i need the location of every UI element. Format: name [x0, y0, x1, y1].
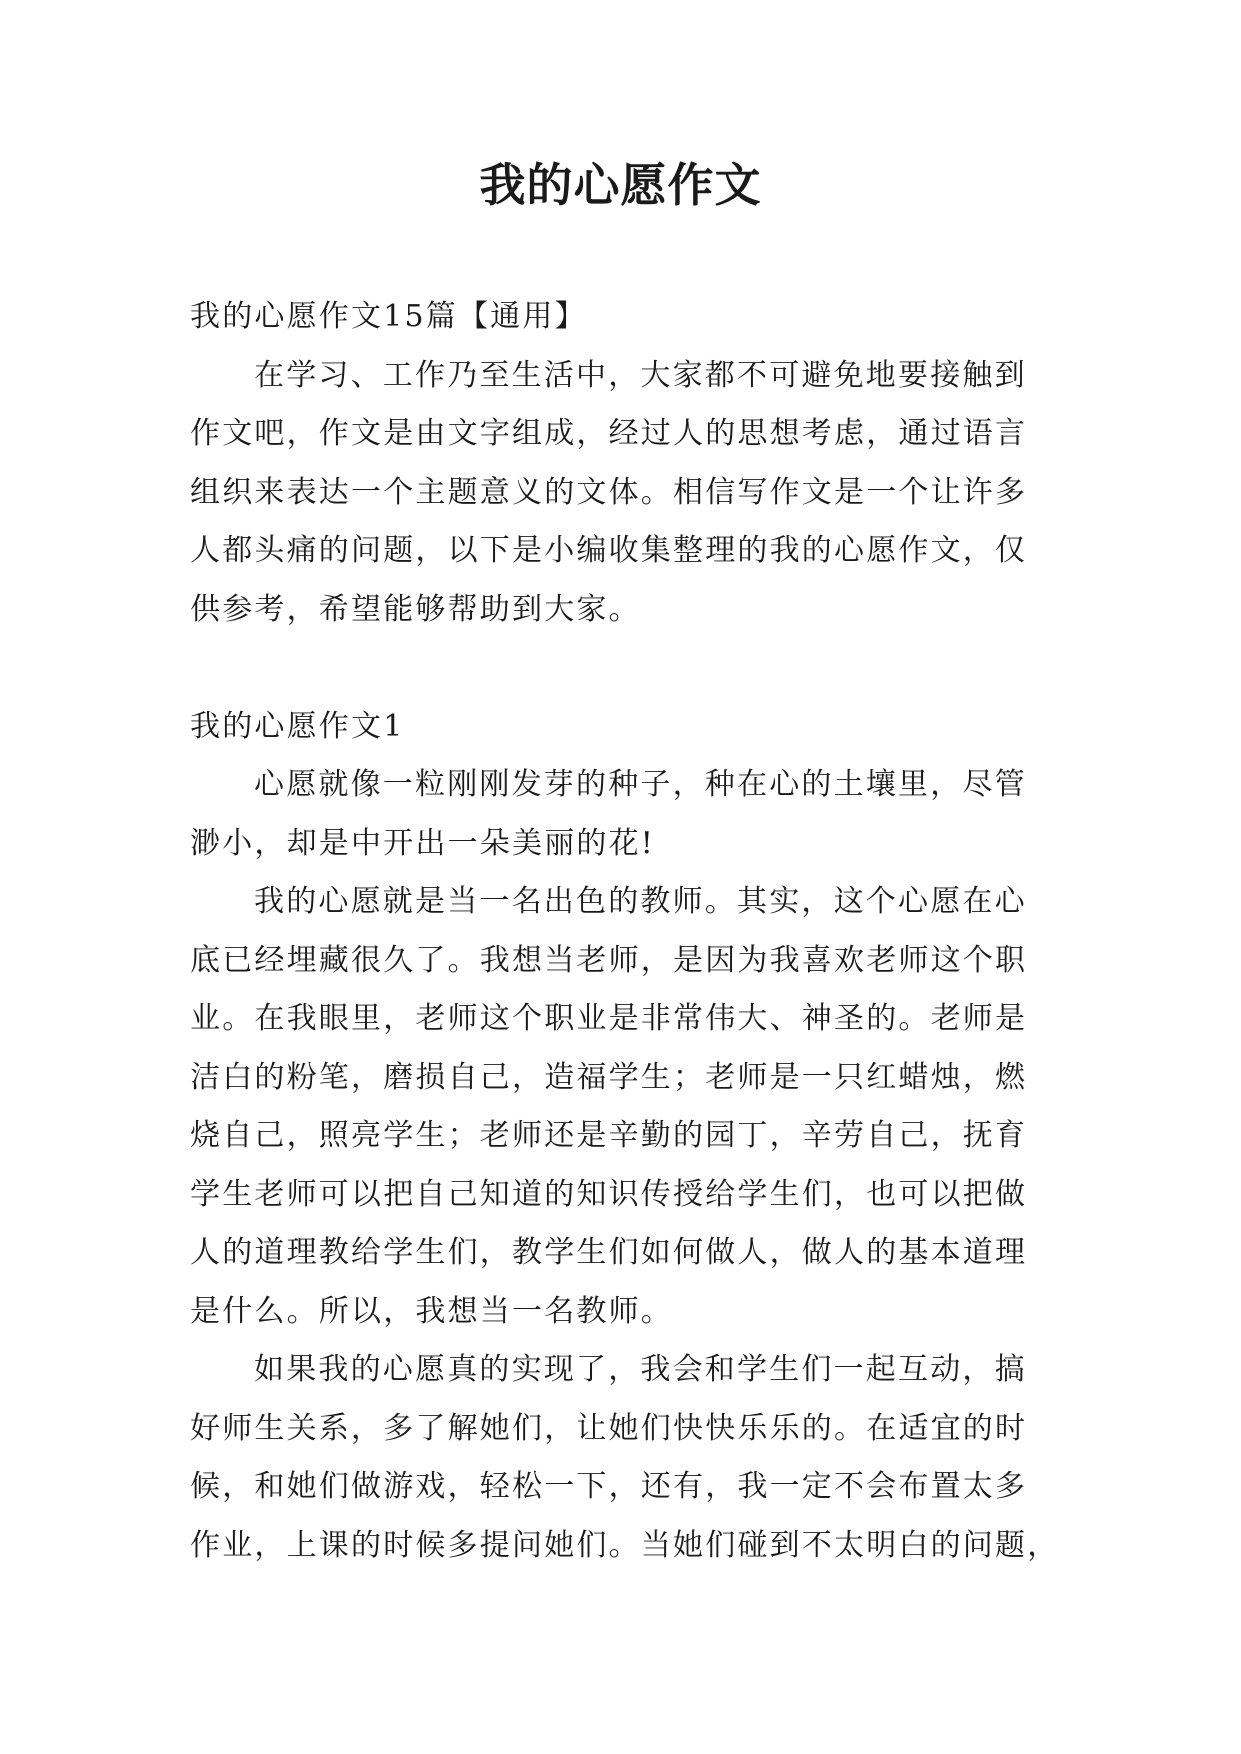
paragraph-line: 洁白的粉笔，磨损自己，造福学生；老师是一只红蜡烛，燃 [190, 1059, 1028, 1095]
paragraph-line: 业。在我眼里，老师这个职业是非常伟大、神圣的。老师是 [190, 1001, 1028, 1036]
paragraph-line: 烧自己，照亮学生；老师还是辛勤的园丁，辛劳自己，抚育 [190, 1118, 1028, 1153]
paragraph-1 [190, 756, 1070, 873]
blank-line [190, 639, 1070, 698]
paragraph-line: 组织来表达一个主题意义的文体。相信写作文是一个让许多 [190, 474, 1028, 510]
paragraph-line: 心愿就像一粒刚刚发芽的种子，种在心的土壤里，尽管 [254, 767, 1027, 802]
paragraph-line: 底已经埋藏很久了。我想当老师，是因为我喜欢老师这个职 [190, 942, 1028, 978]
document-subtitle: 我的心愿作文15篇【通用】 [190, 299, 587, 334]
paragraph-line: 作业，上课的时候多提问她们。当她们碰到不太明白的问题， [190, 1527, 1060, 1563]
document-title: 我的心愿作文 [479, 158, 762, 212]
paragraph-line: 如果我的心愿真的实现了，我会和学生们一起互动，搞 [254, 1352, 1027, 1387]
paragraph-line: 渺小，却是中开出一朵美丽的花! [190, 825, 656, 861]
document-body [190, 288, 1070, 1575]
paragraph-2 [190, 873, 1070, 1341]
paragraph-line: 学生老师可以把自己知道的知识传授给学生们，也可以把做 [190, 1176, 1028, 1212]
paragraph-line: 人的道理教给学生们，教学生们如何做人，做人的基本道理 [190, 1235, 1028, 1270]
paragraph-3 [190, 1341, 1070, 1575]
paragraph-line: 作文吧，作文是由文字组成，经过人的思想考虑，通过语言 [190, 416, 1028, 451]
paragraph-line: 人都头痛的问题，以下是小编收集整理的我的心愿作文，仅 [190, 533, 1028, 568]
intro-paragraph [190, 347, 1070, 640]
paragraph-line: 好师生关系，多了解她们，让她们快快乐乐的。在适宜的时 [190, 1410, 1028, 1446]
paragraph-line: 我的心愿就是当一名出色的教师。其实，这个心愿在心 [254, 884, 1027, 919]
paragraph-line: 是什么。所以，我想当一名教师。 [190, 1293, 673, 1329]
paragraph-line: 供参考，希望能够帮助到大家。 [190, 591, 641, 627]
paragraph-line: 在学习、工作乃至生活中，大家都不可避免地要接触到 [254, 357, 1027, 393]
section-heading: 我的心愿作文1 [190, 708, 405, 744]
paragraph-line: 候，和她们做游戏，轻松一下，还有，我一定不会布置太多 [190, 1469, 1028, 1504]
